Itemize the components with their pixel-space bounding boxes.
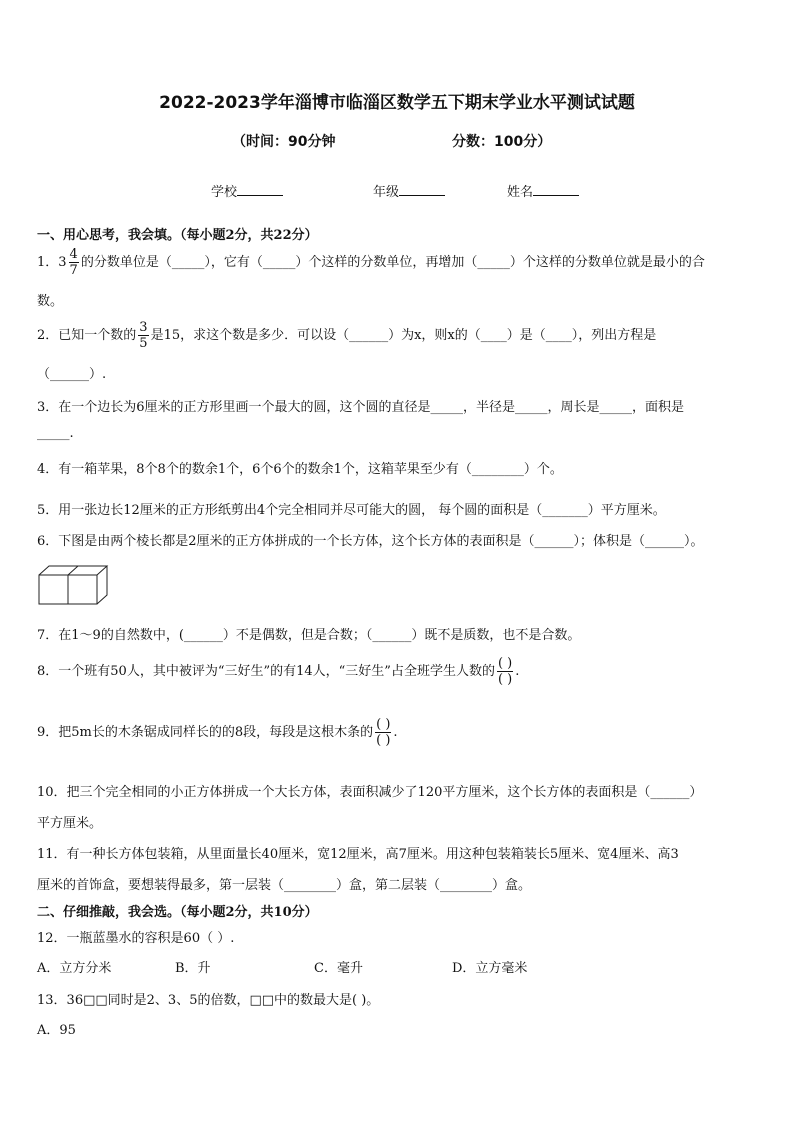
question-11-line2: 厘米的首饰盒，要想装得最多，第一层装（________）盒，第二层装（________）盒。 xyxy=(37,878,532,893)
question-1-line2: 数。 xyxy=(37,294,64,309)
question-12: 12．一瓶蓝墨水的容积是60（ ）. xyxy=(37,931,235,946)
exam-time: （时间：90分钟 xyxy=(232,134,336,150)
question-13: 13．36□□同时是2、3、5的倍数，□□中的数最大是( )。 xyxy=(37,993,380,1008)
school-blank[interactable] xyxy=(237,183,283,196)
q12-option-d[interactable]: D．立方毫米 xyxy=(452,961,528,976)
school-label: 学校 xyxy=(211,185,238,200)
question-3-line2: _____. xyxy=(37,426,74,441)
q12-option-c[interactable]: C．毫升 xyxy=(314,961,363,976)
cuboid-side-face xyxy=(97,566,107,604)
section-2-heading: 二、仔细推敲，我会选。（每小题2分，共10分） xyxy=(37,905,318,920)
cube-divider-top xyxy=(68,566,78,575)
question-6: 6．下图是由两个棱长都是2厘米的正方体拼成的一个长方体，这个长方体的表面积是（______）；体积是（______）。 xyxy=(37,534,704,549)
cuboid-figure xyxy=(37,563,109,607)
question-9: 9．把5m长的木条锯成同样长的的8段，每段是这根木条的 $\frac{( )}{( )}$ . xyxy=(37,717,398,748)
question-10: 10．把三个完全相同的小正方体拼成一个大长方体，表面积减少了120平方厘米，这个长方体的表面积是（______） xyxy=(37,785,703,800)
question-10-line2: 平方厘米。 xyxy=(37,816,103,831)
fraction-3-5: $\frac{3}{5}$ xyxy=(139,320,148,351)
question-11: 11．有一种长方体包装箱，从里面量长40厘米，宽12厘米，高7厘米。用这种包装箱装长5厘米、宽4厘米、高3 xyxy=(37,847,679,862)
name-blank[interactable] xyxy=(533,183,579,196)
question-3: 3．在一个边长为6厘米的正方形里画一个最大的圆，这个圆的直径是_____，半径是_____，周长是_____，面积是 xyxy=(37,400,685,415)
q13-option-a[interactable]: A．95 xyxy=(37,1023,76,1038)
question-2-line2: （______）. xyxy=(37,367,107,382)
question-4: 4．有一箱苹果，8个8个的数余1个，6个6个的数余1个，这箱苹果至少有（________）个。 xyxy=(37,462,563,477)
grade-field xyxy=(373,181,445,200)
page-title: 2022-2023学年淄博市临淄区数学五下期末学业水平测试试题 xyxy=(159,93,635,113)
question-1: 1．3 $\frac{4}{7}$ 的分数单位是（_____），它有（_____）个这样的分数单位，再增加（_____）个这样的分数单位就是最小的合 xyxy=(37,247,705,278)
q12-option-b[interactable]: B．升 xyxy=(175,961,211,976)
school-field xyxy=(211,181,283,200)
exam-score: 分数：100分） xyxy=(452,134,552,150)
blank-fraction-q9[interactable]: $\frac{( )}{( )}$ xyxy=(376,717,391,748)
q12-option-a[interactable]: A．立方分米 xyxy=(37,961,112,976)
fraction-4-7: $\frac{4}{7}$ xyxy=(69,247,78,278)
grade-label: 年级 xyxy=(373,185,400,200)
blank-fraction-q8[interactable]: $\frac{( )}{( )}$ xyxy=(497,656,513,687)
name-field xyxy=(507,181,579,200)
grade-blank[interactable] xyxy=(399,183,445,196)
question-7: 7．在1～9的自然数中，(______）不是偶数，但是合数；（______）既不是质数，也不是合数。 xyxy=(37,628,581,643)
section-1-heading: 一、用心思考，我会填。（每小题2分，共22分） xyxy=(37,228,318,243)
name-label: 姓名 xyxy=(507,185,534,200)
question-2: 2．已知一个数的 $\frac{3}{5}$ 是15，求这个数是多少．可以设（______）为x，则x的（____）是（____），列出方程是 xyxy=(37,320,657,351)
question-5: 5．用一张边长12厘米的正方形纸剪出4个完全相同并尽可能大的圆， 每个圆的面积是（_______）平方厘米。 xyxy=(37,503,666,518)
question-8: 8．一个班有50人，其中被评为“三好生”的有14人，“三好生”占全班学生人数的 $\frac{( )}{( )}$ . xyxy=(37,656,520,687)
